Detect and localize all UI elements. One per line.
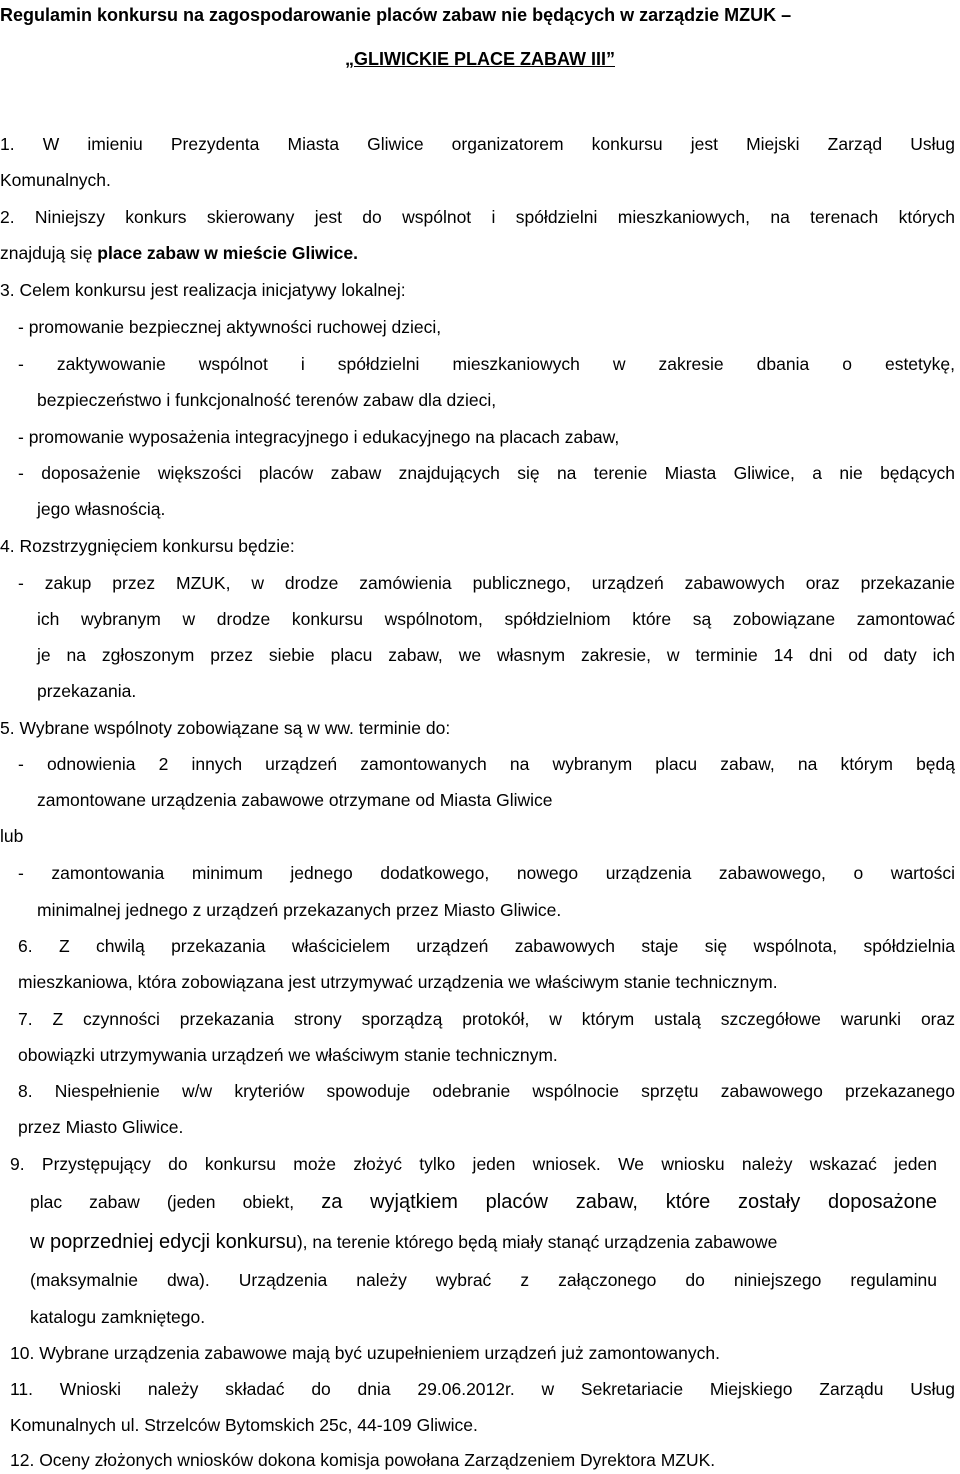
point-7-line-2: obowiązki utrzymywania urządzeń we właściwym stanie technicznym. — [18, 1045, 558, 1065]
point-10-line-1: 10. Wybrane urządzenia zabawowe mają być uzupełnieniem urządzeń już zamontowanych. — [10, 1343, 720, 1363]
point-5-option-b-line-2: minimalnej jednego z urządzeń przekazanych przez Miasto Gliwice. — [37, 900, 562, 920]
point-9-text: plac zabaw (jeden obiekt, — [30, 1192, 322, 1212]
point-6-line-1: 6. Z chwilą przekazania właścicielem urządzeń zabawowych staje się wspólnota, spółdzielnia — [18, 936, 955, 956]
point-9-line-4: (maksymalnie dwa). Urządzenia należy wybrać z załączonego do niniejszego regulaminu — [30, 1270, 937, 1290]
point-4-intro: 4. Rozstrzygnięciem konkursu będzie: — [0, 536, 295, 556]
point-3-bullet-1: - promowanie bezpiecznej aktywności ruchowej dzieci, — [18, 317, 442, 337]
point-8-line-2: przez Miasto Gliwice. — [18, 1117, 184, 1137]
point-9-line-5: katalogu zamkniętego. — [30, 1307, 206, 1327]
point-3-intro: 3. Celem konkursu jest realizacja inicjatywy lokalnej: — [0, 280, 406, 300]
point-5-or: lub — [0, 826, 24, 846]
point-4-line-3: je na zgłoszonym przez siebie placu zabaw, we własnym zakresie, w terminie 14 dni od daty ich — [37, 645, 955, 665]
point-3-bullet-2-line-1: - zaktywowanie wspólnot i spółdzielni mieszkaniowych w zakresie dbania o estetykę, — [18, 354, 955, 374]
point-5-option-a-line-1: - odnowienia 2 innych urządzeń zamontowanych na wybranym placu zabaw, na którym będą — [18, 754, 955, 774]
point-7-line-1: 7. Z czynności przekazania strony sporządzą protokół, w którym ustalą szczegółowe warunki oraz — [18, 1009, 955, 1029]
point-11-line-1: 11. Wnioski należy składać do dnia 29.06.2012r. w Sekretariacie Miejskiego Zarządu Usług — [10, 1379, 955, 1399]
point-4-line-2: ich wybranym w drodze konkursu wspólnotom, spółdzielniom które są zobowiązane zamontować — [37, 609, 955, 629]
point-8-line-1: 8. Niespełnienie w/w kryteriów spowoduje odebranie wspólnocie sprzętu zabawowego przekazanego — [18, 1081, 955, 1101]
point-9-line-2 — [30, 1190, 937, 1214]
document-subtitle: „GLIWICKIE PLACE ZABAW III” — [345, 49, 615, 69]
point-9-edition-text: w poprzedniej edycji konkursu — [30, 1231, 297, 1253]
point-2-bold-text: place zabaw w mieście Gliwice. — [97, 243, 358, 263]
point-9-line-3 — [30, 1230, 777, 1254]
point-2-line-1: 2. Niniejszy konkurs skierowany jest do wspólnot i spółdzielni mieszkaniowych, na terenach których — [0, 207, 955, 227]
point-4-line-4: przekazania. — [37, 681, 137, 701]
point-2-text: znajdują się — [0, 243, 98, 263]
point-3-bullet-4-line-2: jego własnością. — [37, 499, 166, 519]
point-1-line-1: 1. W imieniu Prezydenta Miasta Gliwice organizatorem konkursu jest Miejski Zarząd Usług — [0, 134, 955, 154]
point-9-exception-text: za wyjątkiem placów zabaw, które zostały doposażone — [321, 1191, 937, 1213]
point-4-line-1: - zakup przez MZUK, w drodze zamówienia publicznego, urządzeń zabawowych oraz przekazanie — [18, 573, 955, 593]
point-9-text-cont: ), na terenie którego będą miały stanąć urządzenia zabawowe — [296, 1232, 778, 1252]
document-title: Regulamin konkursu na zagospodarowanie placów zabaw nie będących w zarządzie MZUK – — [0, 5, 792, 25]
point-3-bullet-2-line-2: bezpieczeństwo i funkcjonalność terenów zabaw dla dzieci, — [37, 390, 497, 410]
point-5-intro: 5. Wybrane wspólnoty zobowiązane są w ww. terminie do: — [0, 718, 451, 738]
point-12-line-1: 12. Oceny złożonych wniosków dokona komisja powołana Zarządzeniem Dyrektora MZUK. — [10, 1450, 716, 1470]
point-3-bullet-3: - promowanie wyposażenia integracyjnego i edukacyjnego na placach zabaw, — [18, 427, 620, 447]
point-2-line-2 — [0, 241, 358, 265]
point-3-bullet-4-line-1: - doposażenie większości placów zabaw znajdujących się na terenie Miasta Gliwice, a nie będących — [18, 463, 955, 483]
point-11-line-2: Komunalnych ul. Strzelców Bytomskich 25c, 44-109 Gliwice. — [10, 1415, 478, 1435]
point-1-line-2: Komunalnych. — [0, 170, 111, 190]
point-9-line-1: 9. Przystępujący do konkursu może złożyć tylko jeden wniosek. We wniosku należy wskazać jeden — [10, 1154, 937, 1174]
point-6-line-2: mieszkaniowa, która zobowiązana jest utrzymywać urządzenia we właściwym stanie technicznym. — [18, 972, 778, 992]
point-5-option-b-line-1: - zamontowania minimum jednego dodatkowego, nowego urządzenia zabawowego, o wartości — [18, 863, 955, 883]
point-5-option-a-line-2: zamontowane urządzenia zabawowe otrzymane od Miasta Gliwice — [37, 790, 553, 810]
